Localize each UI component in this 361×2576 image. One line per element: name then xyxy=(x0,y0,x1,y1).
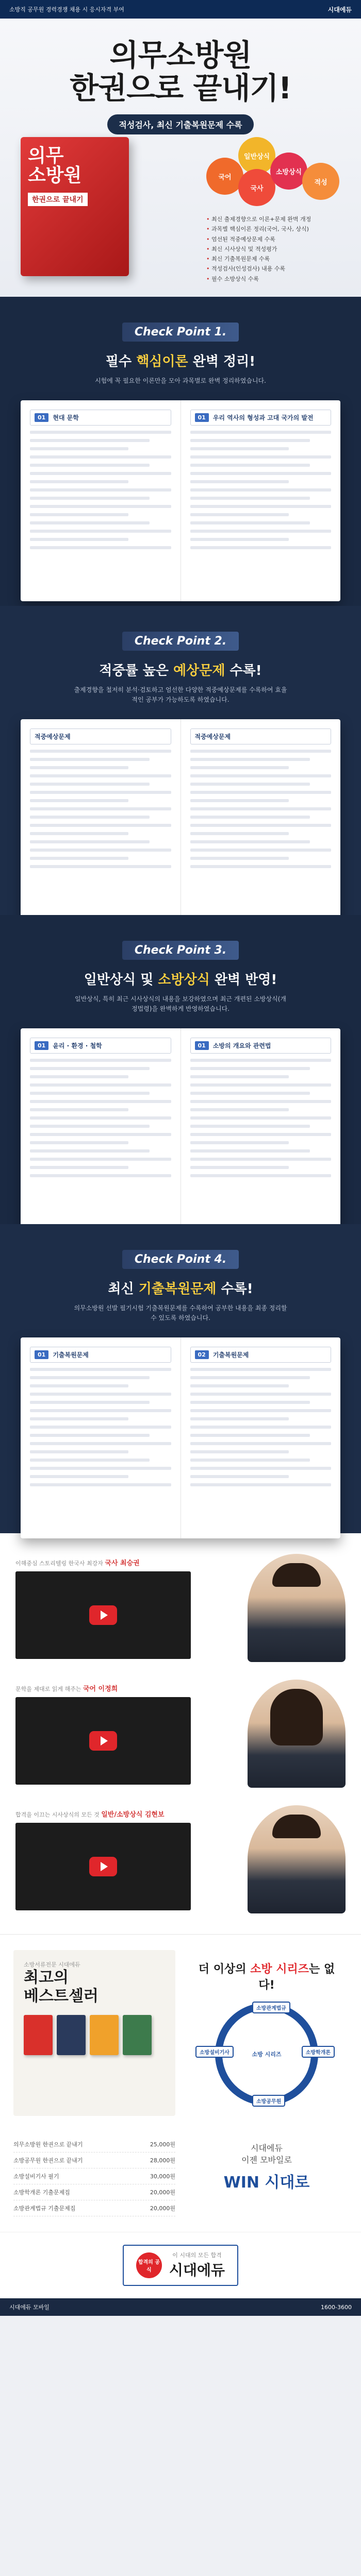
spread-right-page xyxy=(181,400,341,601)
subject-circle: 국사 xyxy=(238,169,275,206)
footer-small: 이 시대의 모든 합격 xyxy=(172,2252,222,2259)
hero-title xyxy=(0,39,361,105)
subject-circle: 국어 xyxy=(206,158,243,195)
series-title: 더 이상의 소방 시리즈는 없다! xyxy=(198,1963,335,1992)
bottom-left[interactable]: 시대에듀 모바일 xyxy=(9,2304,50,2311)
play-icon[interactable] xyxy=(89,1731,117,1751)
lecture-section xyxy=(0,1533,361,1934)
lecture-card xyxy=(15,1554,346,1662)
series-box xyxy=(186,1950,348,2116)
pass-badge-icon: 합격의 공식 xyxy=(136,2252,162,2278)
book-spread xyxy=(21,1337,340,1538)
list-item[interactable]: 소방학개론 기출문제집 20,000원 xyxy=(13,2184,175,2200)
list-item[interactable]: 소방공무원 한권으로 끝내기 28,000원 xyxy=(13,2153,175,2168)
book-thumb[interactable] xyxy=(24,2015,53,2055)
checkpoint-title: 최신 기출복원문제 수록! xyxy=(108,1281,253,1297)
book-cover-subtitle: 한권으로 끝내기 xyxy=(28,193,88,206)
spread-left-page xyxy=(21,1028,181,1229)
checkpoint-2 xyxy=(0,606,361,915)
list-item[interactable]: 소방관계법규 기출문제집 20,000원 xyxy=(13,2200,175,2216)
play-icon[interactable] xyxy=(89,1605,117,1625)
checkpoint-title: 적중률 높은 예상문제 수록! xyxy=(99,663,262,679)
footer-box xyxy=(123,2245,238,2286)
checkpoint-desc: 의무소방원 선발 필기시험 기출복원문제를 수록하여 공부한 내용을 최종 정리할 수 있도록 하였습니다. xyxy=(74,1304,287,1322)
series-label[interactable]: 소방학개론 xyxy=(302,2046,335,2058)
series-ring: 소방 시리즈 소방관계법규 소방학개론 소방공무원 소방설비기사 xyxy=(215,2003,318,2106)
feature-item: • 엄선된 적중예상문제 수록 xyxy=(206,234,340,244)
checkpoint-badge: Check Point 2. xyxy=(122,632,239,651)
feature-item: • 필수 소방상식 수록 xyxy=(206,274,340,284)
bottom-bar xyxy=(0,2298,361,2316)
bestseller-box xyxy=(13,1950,175,2116)
section-header: 01 윤리 · 환경 · 철학 xyxy=(30,1038,171,1054)
checkpoint-desc: 일반상식, 특히 최근 시사상식의 내용을 보강하였으며 최근 개편된 소방상식(개정법령)을 완벽하게 반영하였습니다. xyxy=(75,995,286,1013)
spread-right-page xyxy=(181,1337,341,1538)
subject-circle: 일반상식 xyxy=(238,137,275,174)
checkpoint-badge: Check Point 1. xyxy=(122,323,239,342)
feature-item: • 최신 시사상식 및 적성평가 xyxy=(206,244,340,254)
checkpoint-badge: Check Point 4. xyxy=(122,1250,239,1269)
book-list xyxy=(13,2137,175,2216)
hero-title-line2: 한권으로 끝내기! xyxy=(70,70,291,106)
series-label[interactable]: 소방설비기사 xyxy=(195,2046,234,2058)
spread-left-page xyxy=(21,719,181,920)
book-spread xyxy=(21,1028,340,1229)
section-header: 01 기출복원문제 xyxy=(30,1347,171,1363)
instructor-photo xyxy=(248,1554,346,1662)
book-cover xyxy=(21,137,129,276)
checkpoint-badge: Check Point 3. xyxy=(122,941,239,960)
spread-left-page xyxy=(21,400,181,601)
book-cover-title: 의무 소방원 xyxy=(28,145,82,186)
list-item[interactable]: 의무소방원 한권으로 끝내기 25,000원 xyxy=(13,2137,175,2153)
play-icon[interactable] xyxy=(89,1857,117,1876)
book-spread xyxy=(21,719,340,920)
subject-circle: 소방상식 xyxy=(270,152,307,190)
section-header: 01 현대 문학 xyxy=(30,410,171,426)
booklist-section xyxy=(0,2131,361,2232)
hero-tagline: 적성검사, 최신 기출복원문제 수록 xyxy=(107,114,253,134)
feature-item: • 과목별 핵심이론 정리(국어, 국사, 상식) xyxy=(206,224,340,234)
top-bar xyxy=(0,0,361,19)
subject-circles xyxy=(206,137,340,204)
spread-right-page xyxy=(181,719,341,920)
list-item[interactable]: 소방설비기사 필기 30,000원 xyxy=(13,2168,175,2184)
promo-section xyxy=(0,1934,361,2131)
section-header: 적중예상문제 xyxy=(190,728,332,744)
section-header: 적중예상문제 xyxy=(30,728,171,744)
checkpoint-desc: 시험에 꼭 필요한 이론만을 모아 과목별로 완벽 정리하였습니다. xyxy=(95,377,266,384)
lecture-card xyxy=(15,1805,346,1913)
footer-brand: 시대에듀 xyxy=(169,2262,225,2279)
checkpoint-title: 필수 핵심이론 완벽 정리! xyxy=(105,354,256,369)
section-header: 02 기출복원문제 xyxy=(190,1347,332,1363)
video-player[interactable] xyxy=(15,1823,191,1910)
instructor-photo xyxy=(248,1805,346,1913)
spread-right-page xyxy=(181,1028,341,1229)
feature-item: • 최신 기출복원문제 수록 xyxy=(206,254,340,264)
bottom-phone[interactable]: 1600-3600 xyxy=(321,2303,352,2311)
checkpoint-title: 일반상식 및 소방상식 완벽 반영! xyxy=(84,972,277,988)
series-label[interactable]: 소방공무원 xyxy=(252,2095,285,2107)
brand-logo[interactable]: 시대에듀 xyxy=(327,6,352,13)
book-spread xyxy=(21,400,340,601)
footer-band xyxy=(0,2232,361,2298)
top-bar-text: 소방직 공무원 경력경쟁 채용 시 응시자격 부여 xyxy=(9,6,124,13)
bestseller-title: 최고의 베스트셀러 xyxy=(24,1969,99,2005)
feature-item: • 최신 출제경향으로 이론+문제 완벽 개정 xyxy=(206,214,340,224)
checkpoint-desc: 출제경향을 철저히 분석·검토하고 엄선한 다양한 적중예상문제를 수록하여 효율적인 공부가 가능하도록 하였습니다. xyxy=(74,686,287,704)
mobile-line2: 이젠 모바일로 xyxy=(241,2155,292,2165)
bestseller-books xyxy=(24,2015,165,2055)
spread-left-page xyxy=(21,1337,181,1538)
bestseller-small: 소방서류전문 시대에듀 xyxy=(24,1961,80,1968)
book-thumb[interactable] xyxy=(90,2015,119,2055)
section-header: 01 우리 역사의 형성과 고대 국가의 발전 xyxy=(190,410,332,426)
subject-circle: 적성 xyxy=(302,163,339,200)
checkpoint-3 xyxy=(0,915,361,1224)
video-player[interactable] xyxy=(15,1697,191,1785)
mobile-line1: 시대에듀 xyxy=(251,2143,283,2153)
checkpoint-1 xyxy=(0,297,361,606)
mobile-brand[interactable]: WIN 시대로 xyxy=(223,2174,310,2192)
feature-item: • 적성검사(인성검사) 내용 수록 xyxy=(206,264,340,274)
hero-title-line1: 의무소방원 xyxy=(109,38,252,73)
lecture-caption: 이해중심 스토리텔링 한국사 최강자 국사 최승권 xyxy=(15,1559,140,1567)
lecture-card xyxy=(15,1680,346,1788)
video-player[interactable] xyxy=(15,1571,191,1659)
book-thumb[interactable] xyxy=(123,2015,152,2055)
series-label[interactable]: 소방관계법규 xyxy=(252,2002,290,2013)
lecture-caption: 문학을 제대로 읽게 해주는 국어 이정희 xyxy=(15,1685,118,1693)
hero-section xyxy=(0,19,361,297)
feature-list xyxy=(206,214,340,284)
mobile-promo xyxy=(186,2137,348,2216)
checkpoint-4 xyxy=(0,1224,361,1533)
instructor-photo xyxy=(248,1680,346,1788)
lecture-caption: 합격을 이끄는 시사상식의 모든 것 일반/소방상식 김현보 xyxy=(15,1810,165,1819)
section-header: 01 소방의 개요와 관련법 xyxy=(190,1038,332,1054)
book-thumb[interactable] xyxy=(57,2015,86,2055)
